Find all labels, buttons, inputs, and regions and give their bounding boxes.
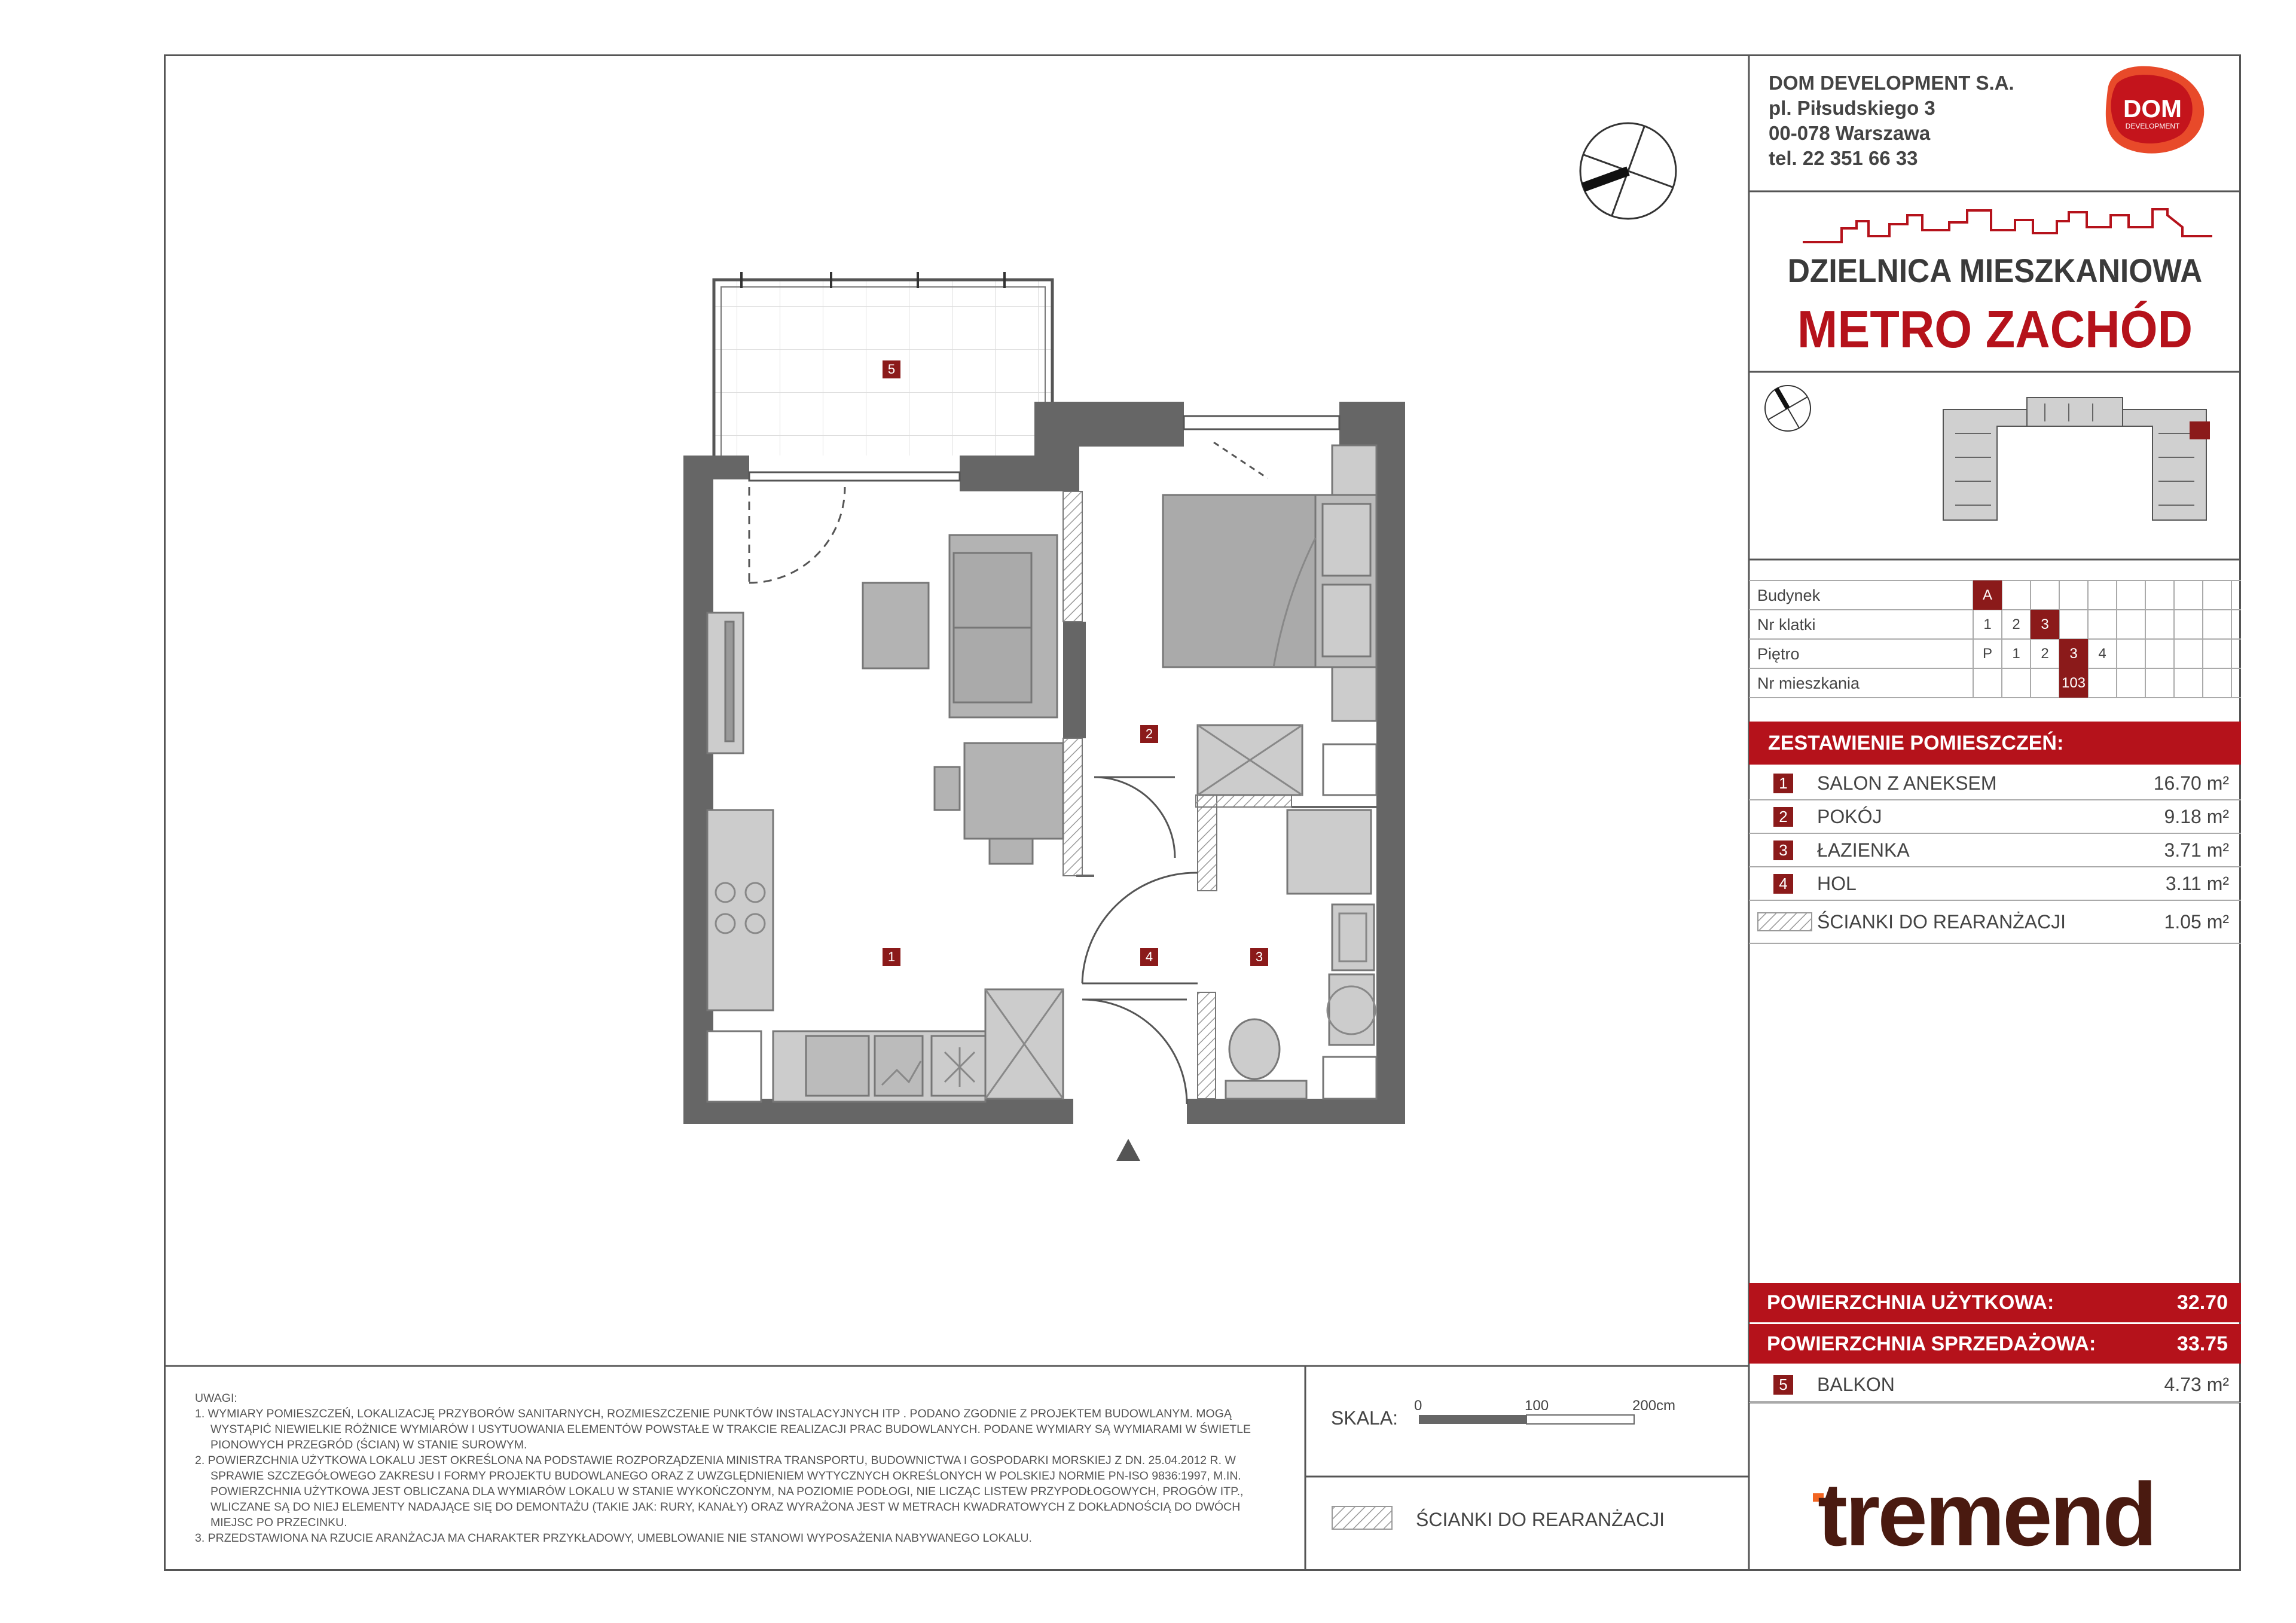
room-row-4 bbox=[1749, 867, 2241, 900]
room-row-1 bbox=[1749, 766, 2241, 800]
tremend-logo: tremend bbox=[1818, 1464, 2155, 1564]
room-area: 4.73 m² bbox=[2164, 1374, 2229, 1395]
scale-tick-100: 100 bbox=[1525, 1398, 1549, 1414]
sales-area-bar bbox=[1749, 1324, 2241, 1364]
walls-row-area: 1.05 m² bbox=[2164, 911, 2229, 933]
grid-label-floor: Piętro bbox=[1757, 645, 1800, 663]
sales-area-value: 33.75 bbox=[2176, 1332, 2228, 1355]
notes-heading: UWAGI: bbox=[195, 1392, 237, 1405]
room-name: HOL bbox=[1817, 873, 1857, 894]
room-name: BALKON bbox=[1817, 1374, 1895, 1395]
notes-block bbox=[195, 1390, 1289, 1546]
grid-label-building: Budynek bbox=[1757, 586, 1821, 604]
room-area: 16.70 m² bbox=[2153, 772, 2229, 794]
legend-walls-label: ŚCIANKI DO REARANŻACJI bbox=[1416, 1509, 1665, 1530]
scale-label: SKALA: bbox=[1331, 1407, 1399, 1429]
entrance-arrow-icon bbox=[1116, 1139, 1140, 1161]
scale-tick-200: 200cm bbox=[1632, 1398, 1676, 1414]
grid-row-building bbox=[1749, 580, 2241, 610]
notes-line: 2. POWIERZCHNIA UŻYTKOWA LOKALU JEST OKREŚLONA NA PODSTAWIE ROZPORZĄDZENIA MINISTRA TRANSPORTU, BUDOWNICTWA I GOSPODARKI MORSKIEJ Z DN. 25.04.2012 R. W bbox=[195, 1454, 1236, 1467]
room-row-rearrangement-walls bbox=[1749, 905, 2241, 939]
notes-line: MIEJSC PO PRZECINKU. bbox=[210, 1516, 347, 1529]
north-compass-icon bbox=[1580, 123, 1676, 219]
logo-text-dom: DOM bbox=[2123, 94, 2182, 123]
grid-label-apartment: Nr mieszkania bbox=[1757, 674, 1860, 692]
grid-row-stair bbox=[1749, 610, 2241, 639]
room-number: 3 bbox=[1773, 840, 1793, 860]
grid-row-floor bbox=[1749, 639, 2241, 668]
room-name: POKÓJ bbox=[1817, 806, 1882, 827]
grid-cell-apartment: 103 bbox=[2059, 668, 2088, 698]
project-name-line2: METRO ZACHÓD bbox=[1797, 299, 2193, 359]
notes-line: SPRAWIE SZCZEGÓŁOWEGO ZAKRESU I FORMY PROJEKTU BUDOWLANEGO ORAZ Z UWZGLĘDNIENIEM WYTYCZNYCH OKREŚLONYCH W POLSKIEJ NORMIE PN-ISO 9836:1997, M.IN. bbox=[210, 1469, 1241, 1483]
grid-cell-stair-3: 3 bbox=[2031, 610, 2059, 639]
room-row-balcony bbox=[1749, 1368, 2241, 1401]
usable-area-bar bbox=[1749, 1283, 2241, 1322]
room-name: SALON Z ANEKSEM bbox=[1817, 772, 1997, 794]
notes-line: POWIERZCHNIA UŻYTKOWA JEST OBLICZANA DLA WYMIARÓW LOKALU W STANIE WYKOŃCZONYM, NA POZIOMIE PODŁOGI, NIE LICZĄC LISTEW PRZYPODŁOGOWYCH, PROGÓW ITP., bbox=[210, 1485, 1244, 1498]
skyline-icon bbox=[1803, 209, 2212, 242]
room-tag-4: 4 bbox=[1140, 948, 1158, 966]
project-name-line1: DZIELNICA MIESZKANIOWA bbox=[1787, 252, 2203, 289]
room-number: 4 bbox=[1773, 874, 1793, 894]
company-name: DOM DEVELOPMENT S.A. bbox=[1769, 72, 2014, 94]
room-row-2 bbox=[1749, 800, 2241, 833]
company-address-street: pl. Piłsudskiego 3 bbox=[1769, 97, 1935, 119]
grid-cell-stair-1: 1 bbox=[1983, 616, 1992, 632]
room-number: 2 bbox=[1773, 807, 1793, 827]
grid-cell-floor-p: P bbox=[1982, 646, 1992, 662]
room-tag-1: 1 bbox=[883, 948, 900, 966]
room-number: 5 bbox=[1773, 1375, 1793, 1395]
room-tag-5: 5 bbox=[883, 360, 900, 378]
grid-cell-building-1: A bbox=[1973, 580, 2002, 610]
grid-row-apartment bbox=[1749, 668, 2241, 698]
notes-line: WLICZANE SĄ DO NIEJ ELEMENTY NADAJĄCE SIĘ DO DEMONTAŻU (TAKIE JAK: RURY, KANAŁY) ORAZ WYRAŻONA JEST W METRACH KWADRATOWYCH Z DOKŁADNOŚCIĄ DO DWÓCH bbox=[210, 1500, 1241, 1514]
notes-line: PIONOWYCH PRZEGRÓD (ŚCIAN) W STANIE SUROWYM. bbox=[210, 1438, 527, 1451]
furniture bbox=[707, 445, 1376, 1102]
grid-cell-stair-2: 2 bbox=[2012, 616, 2020, 632]
notes-line: 1. WYMIARY POMIESZCZEŃ, LOKALIZACJĘ PRZYBORÓW SANITARNYCH, ROZMIESZCZENIE PUNKTÓW INSTALACYJNYCH ITP . PODANO ZGODNIE Z PROJEKTEM BUDOWLANYM. MOGĄ bbox=[195, 1407, 1232, 1420]
key-plan-icon bbox=[1943, 398, 2242, 523]
grid-cell-floor-1: 1 bbox=[2012, 646, 2020, 662]
room-number: 1 bbox=[1773, 774, 1793, 793]
scale-bar bbox=[1419, 1415, 1634, 1424]
grid-cell-floor-4: 4 bbox=[2098, 646, 2106, 662]
room-name: ŁAZIENKA bbox=[1817, 839, 1910, 861]
usable-area-label: POWIERZCHNIA UŻYTKOWA: bbox=[1767, 1291, 2054, 1314]
room-area: 9.18 m² bbox=[2164, 806, 2229, 827]
rooms-header: ZESTAWIENIE POMIESZCZEŃ: bbox=[1749, 722, 2241, 765]
legend-hatch-swatch bbox=[1332, 1506, 1392, 1529]
room-tag-3: 3 bbox=[1250, 948, 1268, 966]
company-phone: tel. 22 351 66 33 bbox=[1769, 147, 1918, 169]
scale-tick-0: 0 bbox=[1414, 1398, 1422, 1414]
grid-cell-floor-2: 2 bbox=[2041, 646, 2049, 662]
notes-line: WYSTĄPIĆ NIEWIELKIE RÓŻNICE WYMIARÓW I USYTUOWANIA ELEMENTÓW POWSTAŁE W TRAKCIE REALIZACJI PRAC BUDOWLANYCH. PODANE WYMIARY SĄ WYMIARAMI W ŚWIETLE bbox=[210, 1423, 1251, 1436]
room-tag-2: 2 bbox=[1140, 725, 1158, 743]
grid-label-stair: Nr klatki bbox=[1757, 616, 1816, 634]
walls-row-name: ŚCIANKI DO REARANŻACJI bbox=[1817, 911, 2066, 933]
room-area: 3.11 m² bbox=[2165, 873, 2229, 894]
key-plan-compass-icon bbox=[1765, 386, 1810, 431]
grid-cell-floor-3: 3 bbox=[2059, 639, 2088, 668]
usable-area-value: 32.70 bbox=[2176, 1291, 2228, 1314]
room-area: 3.71 m² bbox=[2164, 839, 2229, 861]
sales-area-label: POWIERZCHNIA SPRZEDAŻOWA: bbox=[1767, 1332, 2096, 1355]
company-address-city: 00-078 Warszawa bbox=[1769, 122, 1931, 144]
logo-text-development: DEVELOPMENT bbox=[2125, 122, 2180, 130]
notes-line: 3. PRZEDSTAWIONA NA RZUCIE ARANŻACJA MA CHARAKTER PRZYKŁADOWY, UMEBLOWANIE NIE STANOWI WYPOSAŻENIA NABYWANEGO LOKALU. bbox=[195, 1532, 1032, 1545]
room-row-3 bbox=[1749, 833, 2241, 867]
